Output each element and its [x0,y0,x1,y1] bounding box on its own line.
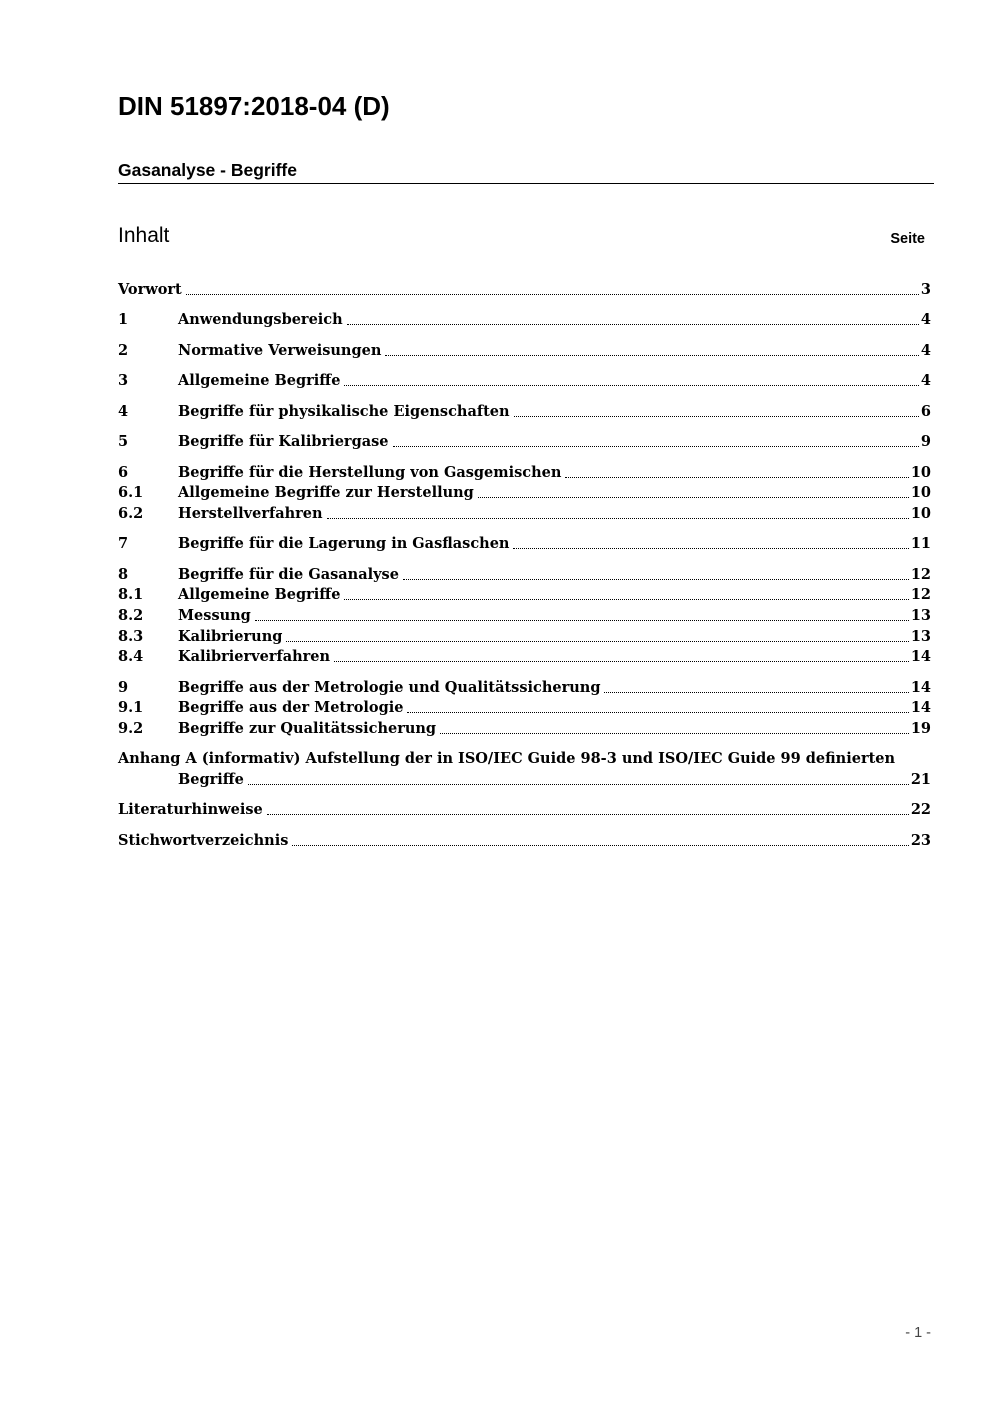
toc-entry-number: 6 [118,464,129,481]
dot-leader [514,415,919,417]
toc-entry-number: 2 [118,342,129,359]
toc-entry-page: 11 [910,535,931,552]
toc-entry-label: Begriffe [178,771,244,788]
toc-entry-number: 4 [118,403,129,420]
toc-entry-annex[interactable] [118,769,931,790]
dot-leader [292,844,908,846]
toc-entry-number: 8.4 [118,648,144,665]
toc-entry-label: Allgemeine Begriffe [178,372,341,389]
toc-entry-label: Begriffe für die Herstellung von Gasgemischen [178,464,562,481]
toc-entry-page: 12 [910,586,931,603]
dot-leader [385,354,919,356]
toc-entry-page: 4 [920,372,931,389]
toc-entry[interactable] [118,503,931,524]
toc-entry-page: 22 [910,801,931,818]
toc-entry[interactable] [118,370,931,391]
toc-entry-page: 6 [920,403,931,420]
toc-entry-label: Begriffe für Kalibriergase [178,433,389,450]
dot-leader [327,517,909,519]
toc-entry-label: Begriffe für physikalische Eigenschaften [178,403,510,420]
dot-leader [334,660,909,662]
toc-entry-page: 13 [910,628,931,645]
document-title: DIN 51897:2018-04 (D) [118,91,390,121]
toc-entry-label: Begriffe für die Lagerung in Gasflaschen [178,535,510,552]
toc-entry[interactable] [118,309,931,330]
dot-leader [393,445,919,447]
toc-entry[interactable] [118,626,931,647]
toc-entry-label: Herstellverfahren [178,505,323,522]
toc-entry[interactable] [118,431,931,452]
dot-leader [513,547,908,549]
toc-entry-page: 3 [920,281,931,298]
toc-entry-number: 9.2 [118,720,144,737]
toc-entry[interactable] [118,646,931,667]
toc-entry-page: 10 [910,505,931,522]
toc-entry-literaturhinweise[interactable] [118,799,931,820]
toc-entry-stichwortverzeichnis[interactable] [118,830,931,851]
toc-entry-number: 9.1 [118,699,144,716]
toc-entry-number: 9 [118,679,129,696]
page-column-label: Seite [890,231,925,247]
toc-entry[interactable] [118,697,931,718]
dot-leader [478,496,909,498]
toc-entry-page: 19 [910,720,931,737]
toc-entry-number: 8.2 [118,607,144,624]
toc-entry[interactable] [118,340,931,361]
dot-leader [403,578,909,580]
dot-leader [604,691,908,693]
toc-entry-label: Kalibrierverfahren [178,648,331,665]
toc-entry-label: Begriffe aus der Metrologie [178,699,404,716]
toc-entry[interactable] [118,718,931,739]
dot-leader [407,711,908,713]
dot-leader [248,783,909,785]
toc-entry[interactable] [118,462,931,483]
dot-leader [255,619,909,621]
toc-entry-page: 4 [920,342,931,359]
toc-entry-label: Literaturhinweise [118,801,263,818]
toc-entry-number: 8.3 [118,628,144,645]
toc-entry-label: Begriffe zur Qualitätssicherung [178,720,437,737]
toc-entry-number: 6.2 [118,505,144,522]
dot-leader [347,323,919,325]
dot-leader [344,384,918,386]
toc-entry[interactable] [118,605,931,626]
toc-entry-number: 1 [118,311,129,328]
toc-entry-page: 21 [910,771,931,788]
toc-entry-label: Stichwortverzeichnis [118,832,289,849]
dot-leader [186,293,919,295]
toc-entry-page: 12 [910,566,931,583]
toc-entry[interactable] [118,584,931,605]
toc-entry-label: Allgemeine Begriffe [178,586,341,603]
toc-entry-number: 6.1 [118,484,144,501]
dot-leader [267,813,909,815]
toc-entry-page: 4 [920,311,931,328]
toc-entry-label: Normative Verweisungen [178,342,382,359]
toc-entry-page: 13 [910,607,931,624]
toc-entry-number: 3 [118,372,129,389]
toc-entry[interactable] [118,401,931,422]
dot-leader [565,476,908,478]
toc-entry[interactable] [118,533,931,554]
toc-entry-label: Vorwort [118,281,182,298]
toc-entry-label: Messung [178,607,251,624]
toc-heading: Inhalt [118,224,170,247]
toc-entry-page: 9 [920,433,931,450]
toc-entry-label: Begriffe für die Gasanalyse [178,566,399,583]
document-subtitle: Gasanalyse - Begriffe [118,158,934,184]
toc-entry-page: 14 [910,679,931,696]
toc-entry-number: 8 [118,566,129,583]
toc-annex-title[interactable]: Anhang A (informativ) Aufstellung der in ISO/IEC Guide 98-3 und ISO/IEC Guide 99 definierten [118,750,896,767]
toc-entry-number: 8.1 [118,586,144,603]
toc-entry[interactable] [118,677,931,698]
dot-leader [344,598,908,600]
toc-entry-page: 10 [910,484,931,501]
toc-entry-label: Begriffe aus der Metrologie und Qualitätssicherung [178,679,601,696]
toc-entry-page: 10 [910,464,931,481]
page-number: - 1 - [905,1325,931,1341]
toc-entry-label: Anwendungsbereich [178,311,343,328]
toc-entry-page: 14 [910,648,931,665]
toc-entry-page: 14 [910,699,931,716]
toc-entry-number: 5 [118,433,129,450]
toc-entry-vorwort[interactable] [118,279,931,300]
toc-entry-page: 23 [910,832,931,849]
dot-leader [286,640,908,642]
toc-entry-number: 7 [118,535,129,552]
toc-entry-label: Kalibrierung [178,628,283,645]
toc-entry[interactable] [118,482,931,503]
dot-leader [440,732,909,734]
toc-entry[interactable] [118,564,931,585]
toc-entry-label: Allgemeine Begriffe zur Herstellung [178,484,474,501]
